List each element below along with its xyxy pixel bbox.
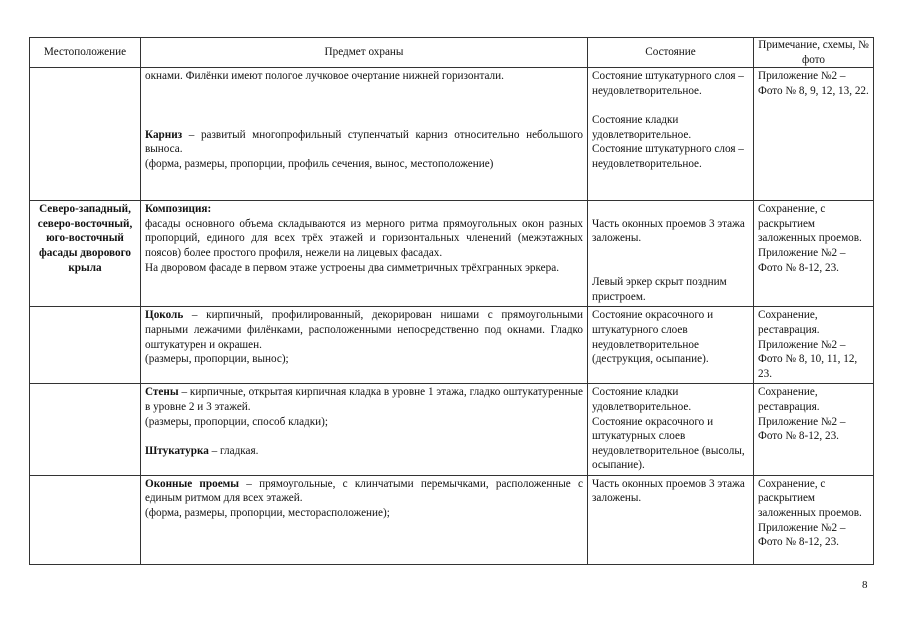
plinth-description (145, 308, 583, 352)
state-text: Состояние кладки удовлетворительное. (592, 386, 692, 413)
state-text: Состояние окрасочного и штукатурных слоев неудовлетворительное (высолы, осыпание). (592, 415, 745, 472)
table-header-row (30, 38, 874, 68)
state-text: Часть оконных проемов 3 этажа заложены. (592, 477, 745, 505)
windows-params: (форма, размеры, пропорции, месторасположение); (145, 507, 390, 520)
state-text: Состояние штукатурного слоя – неудовлетворительное. (592, 70, 744, 97)
table-row (30, 68, 874, 201)
header-note: Примечание, схемы, № фото (754, 38, 874, 68)
subject-text: окнами. Филёнки имеют пологое лучковое очертание нижней горизонтали. (145, 70, 504, 83)
state-text: Состояние кладки удовлетворительное. (592, 113, 692, 141)
plinth-text: – кирпичный, профилированный, декорирован нишами с прямоугольными парными лежачими филёнками, расположенными непосредственно под окнами. Гладко оштукатурен и окрашен. (145, 309, 583, 351)
cell-note (754, 475, 874, 564)
table-row (30, 201, 874, 307)
walls-params: (размеры, пропорции, способ кладки); (145, 415, 329, 428)
cell-location (30, 384, 141, 476)
cornice-title: Карниз (145, 128, 183, 141)
note-text: Приложение №2 – Фото № 8, 9, 12, 13, 22. (758, 70, 869, 97)
windows-text: – прямоугольные, с клинчатыми перемычками, расположенные с единым ритмом для всех этажей. (145, 477, 583, 505)
cell-note (754, 384, 874, 476)
cell-subject (141, 475, 588, 564)
cell-state (588, 201, 754, 307)
state-text: Состояние штукатурного слоя – неудовлетворительное. (592, 143, 744, 170)
cell-state (588, 475, 754, 564)
plaster-text: – гладкая. (208, 444, 259, 457)
windows-title: Оконные проемы (145, 477, 240, 490)
cornice-params: (форма, размеры, пропорции, профиль сечения, вынос, местоположение) (145, 157, 494, 170)
cell-location (30, 307, 141, 384)
cell-state (588, 384, 754, 476)
cell-subject (141, 384, 588, 476)
cell-subject (141, 201, 588, 307)
composition-text: фасады основного объема складываются из мерного ритма прямоугольных окон разных пропорций, единого для всех трёх этажей и горизонтальных членений (межэтажных поясов) более простого профиля, нежели на лицевых фасадах. (145, 217, 583, 259)
header-subject: Предмет охраны (141, 38, 588, 68)
protection-subject-table (29, 37, 874, 565)
cell-state (588, 68, 754, 201)
cell-note (754, 201, 874, 307)
table-row (30, 307, 874, 384)
note-text: Приложение №2 – Фото № 8-12, 23. (758, 521, 846, 549)
cell-location: Северо-западный, северо-восточный, юго-восточный фасады дворового крыла (30, 201, 141, 307)
header-state: Состояние (588, 38, 754, 68)
windows-description (145, 477, 583, 506)
walls-title: Стены (145, 386, 179, 399)
state-text: Состояние окрасочного и штукатурного слоев неудовлетворительное (деструкция, осыпание). (592, 309, 714, 366)
plaster-description (145, 444, 583, 459)
note-text: Сохранение, реставрация. (758, 386, 820, 413)
table-row (30, 475, 874, 564)
note-text: Приложение №2 – Фото № 8, 10, 11, 12, 23. (758, 338, 858, 380)
cornice-description (145, 128, 583, 157)
note-text: Сохранение, с раскрытием заложенных проемов. (758, 477, 862, 520)
state-text: Левый эркер скрыт поздним пристроем. (592, 276, 727, 303)
plinth-params: (размеры, пропорции, вынос); (145, 353, 289, 366)
plinth-title: Цоколь (145, 309, 184, 322)
cell-state (588, 307, 754, 384)
note-text: Сохранение, с раскрытием заложенных проемов. (758, 203, 862, 245)
plaster-title: Штукатурка (145, 444, 209, 457)
cell-location (30, 68, 141, 201)
note-text: Приложение №2 – Фото № 8-12, 23. (758, 246, 846, 274)
table-row (30, 384, 874, 476)
note-text: Приложение №2 – Фото № 8-12, 23. (758, 415, 846, 443)
composition-title: Композиция: (145, 203, 212, 216)
cell-location (30, 475, 141, 564)
cell-subject (141, 307, 588, 384)
page-number: 8 (862, 579, 868, 591)
cell-note (754, 307, 874, 384)
header-location: Местоположение (30, 38, 141, 68)
note-text: Сохранение, реставрация. (758, 309, 820, 336)
state-text: Часть оконных проемов 3 этажа заложены. (592, 217, 745, 245)
walls-description (145, 385, 583, 414)
cell-note (754, 68, 874, 201)
walls-text: – кирпичные, открытая кирпичная кладка в уровне 1 этажа, гладко оштукатуренные в уровне 2 и 3 этажей. (145, 386, 583, 413)
cell-subject (141, 68, 588, 201)
composition-text: На дворовом фасаде в первом этаже устроены два симметричных трёхгранных эркера. (145, 261, 559, 274)
cornice-text: – развитый многопрофильный ступенчатый карниз относительно небольшого выноса. (145, 128, 583, 156)
